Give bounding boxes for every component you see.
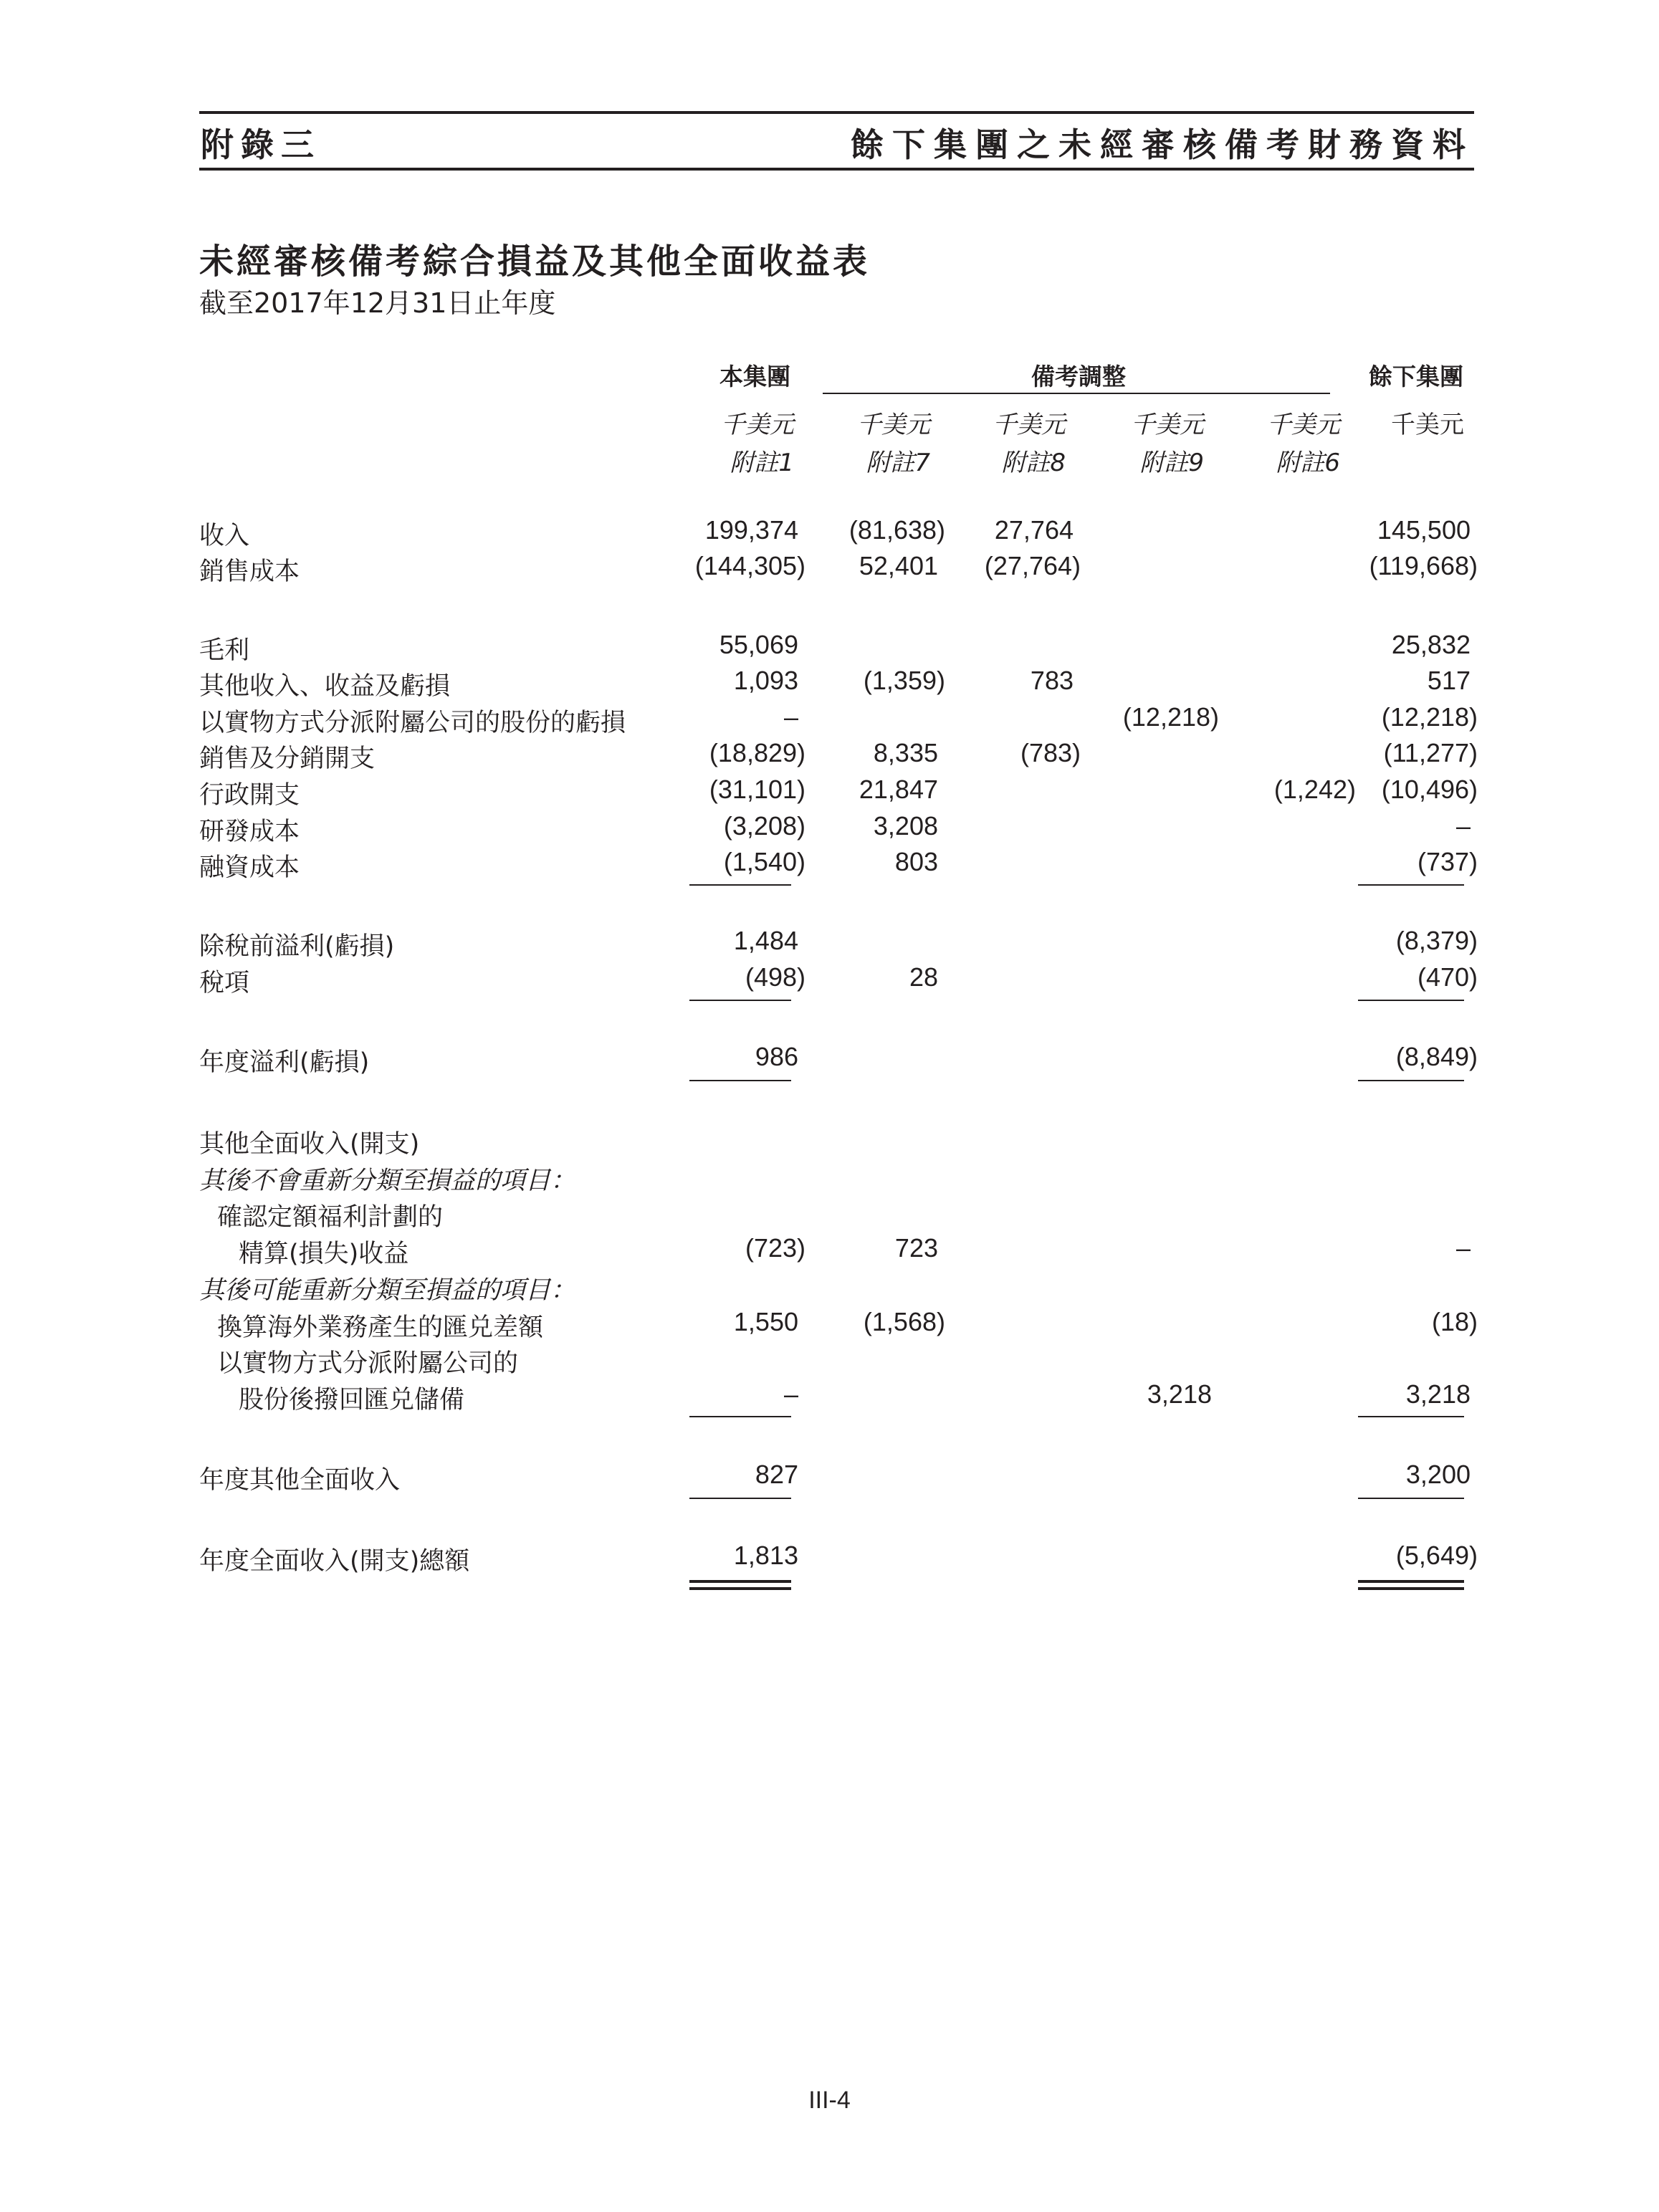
row-value: (11,277) xyxy=(1383,738,1478,767)
row-value: 827 xyxy=(755,1460,798,1489)
row-label: 除稅前溢利(虧損) xyxy=(199,932,395,961)
subtotal-rule xyxy=(689,1416,791,1417)
row-value: – xyxy=(1455,1233,1471,1263)
row-label: 精算(損失)收益 xyxy=(239,1240,409,1268)
row-value: – xyxy=(783,1379,798,1409)
unit-label: 千美元 xyxy=(993,411,1066,439)
row-value: 8,335 xyxy=(873,738,938,767)
row-value: (12,218) xyxy=(1122,702,1219,732)
row-label: 年度全面收入(開支)總額 xyxy=(199,1547,470,1576)
row-value: (1,359) xyxy=(863,666,945,695)
row-value: (119,668) xyxy=(1369,551,1478,580)
row-label: 其後不會重新分類至損益的項目： xyxy=(199,1167,576,1195)
row-label: 研發成本 xyxy=(199,818,300,846)
remaining-group-column-heading: 餘下集團 xyxy=(1369,363,1463,391)
row-value: (18) xyxy=(1431,1307,1478,1336)
row-label: 融資成本 xyxy=(199,853,300,882)
row-value: (18,829) xyxy=(709,738,805,767)
note-reference: 附註1 xyxy=(730,449,794,477)
row-value: 517 xyxy=(1427,666,1471,695)
row-value: (737) xyxy=(1417,847,1478,876)
row-value: (81,638) xyxy=(848,515,945,545)
page-number: III-4 xyxy=(808,2087,851,2114)
appendix-label: 附錄三 xyxy=(201,125,321,164)
row-value: (27,764) xyxy=(984,551,1081,580)
row-value: 986 xyxy=(755,1042,798,1071)
row-label: 稅項 xyxy=(199,969,250,997)
row-value: 27,764 xyxy=(994,515,1074,545)
row-label: 年度其他全面收入 xyxy=(199,1466,401,1495)
row-value: (470) xyxy=(1417,962,1478,992)
row-value: (3,208) xyxy=(723,811,805,841)
unit-label: 千美元 xyxy=(721,411,794,439)
row-value: 28 xyxy=(909,962,938,992)
row-value: 3,218 xyxy=(1147,1379,1212,1409)
statement-title: 未經審核備考綜合損益及其他全面收益表 xyxy=(199,241,871,282)
row-value: 723 xyxy=(894,1233,938,1263)
row-value: (723) xyxy=(745,1233,805,1263)
row-label: 以實物方式分派附屬公司的股份的虧損 xyxy=(199,709,626,737)
row-value: (10,496) xyxy=(1381,775,1478,804)
row-label: 其後可能重新分類至損益的項目： xyxy=(199,1276,576,1305)
row-value: (31,101) xyxy=(709,775,805,804)
subtotal-rule xyxy=(1358,1498,1464,1499)
row-value: (8,849) xyxy=(1395,1042,1478,1071)
total-double-rule xyxy=(689,1587,791,1590)
subtotal-rule xyxy=(689,1080,791,1081)
row-label: 其他全面收入(開支) xyxy=(199,1130,420,1159)
row-label: 換算海外業務產生的匯兑差額 xyxy=(217,1313,544,1342)
unit-label: 千美元 xyxy=(1131,411,1204,439)
row-label: 年度溢利(虧損) xyxy=(199,1048,370,1077)
row-label: 以實物方式分派附屬公司的 xyxy=(217,1349,519,1378)
row-value: 21,847 xyxy=(859,775,938,804)
unit-label: 千美元 xyxy=(1391,411,1464,439)
subtotal-rule xyxy=(689,884,791,886)
row-value: (783) xyxy=(1020,738,1081,767)
note-reference: 附註6 xyxy=(1276,449,1340,477)
row-value: (1,568) xyxy=(863,1307,945,1336)
row-value: (5,649) xyxy=(1395,1541,1478,1570)
row-value: – xyxy=(783,702,798,732)
row-label: 收入 xyxy=(199,522,250,550)
subtotal-rule xyxy=(689,1000,791,1001)
row-value: 199,374 xyxy=(704,515,798,545)
row-label: 行政開支 xyxy=(199,781,300,810)
unit-label: 千美元 xyxy=(857,411,930,439)
row-value: 803 xyxy=(894,847,938,876)
row-value: (1,242) xyxy=(1273,775,1356,804)
subtotal-rule xyxy=(1358,1416,1464,1417)
row-value: – xyxy=(1455,811,1471,841)
row-value: 145,500 xyxy=(1377,515,1471,545)
subtotal-rule xyxy=(1358,1080,1464,1081)
note-reference: 附註9 xyxy=(1139,449,1204,477)
row-value: 55,069 xyxy=(719,630,798,659)
row-value: 1,813 xyxy=(733,1541,798,1570)
row-label: 確認定額福利計劃的 xyxy=(217,1203,444,1232)
row-label: 其他收入、收益及虧損 xyxy=(199,672,451,701)
row-value: 25,832 xyxy=(1391,630,1471,659)
row-value: (144,305) xyxy=(694,551,805,580)
unit-label: 千美元 xyxy=(1267,411,1340,439)
note-reference: 附註7 xyxy=(866,449,930,477)
row-label: 股份後撥回匯兑儲備 xyxy=(239,1386,465,1414)
row-value: (12,218) xyxy=(1381,702,1478,732)
subtotal-rule xyxy=(689,1498,791,1499)
row-value: 3,208 xyxy=(873,811,938,841)
row-value: (8,379) xyxy=(1395,926,1478,955)
row-label: 銷售及分銷開支 xyxy=(199,744,376,773)
header-bottom-rule xyxy=(199,168,1474,171)
row-label: 毛利 xyxy=(199,636,250,665)
total-double-rule xyxy=(1358,1587,1464,1590)
row-value: 1,550 xyxy=(733,1307,798,1336)
statement-period: 截至2017年12月31日止年度 xyxy=(199,287,556,319)
adjustments-column-heading: 備考調整 xyxy=(1031,363,1126,391)
total-double-rule xyxy=(689,1580,791,1583)
subtotal-rule xyxy=(1358,1000,1464,1001)
header-top-rule xyxy=(199,111,1474,114)
total-double-rule xyxy=(1358,1580,1464,1583)
row-value: 1,093 xyxy=(733,666,798,695)
adjustments-heading-rule xyxy=(823,393,1330,394)
row-label: 銷售成本 xyxy=(199,557,300,586)
note-reference: 附註8 xyxy=(1001,449,1066,477)
row-value: 3,200 xyxy=(1405,1460,1471,1489)
row-value: 52,401 xyxy=(859,551,938,580)
section-title: 餘下集團之未經審核備考財務資料 xyxy=(851,125,1474,164)
subtotal-rule xyxy=(1358,884,1464,886)
row-value: 1,484 xyxy=(733,926,798,955)
row-value: (498) xyxy=(745,962,805,992)
group-column-heading: 本集團 xyxy=(719,363,790,391)
row-value: (1,540) xyxy=(723,847,805,876)
row-value: 3,218 xyxy=(1405,1379,1471,1409)
row-value: 783 xyxy=(1030,666,1074,695)
